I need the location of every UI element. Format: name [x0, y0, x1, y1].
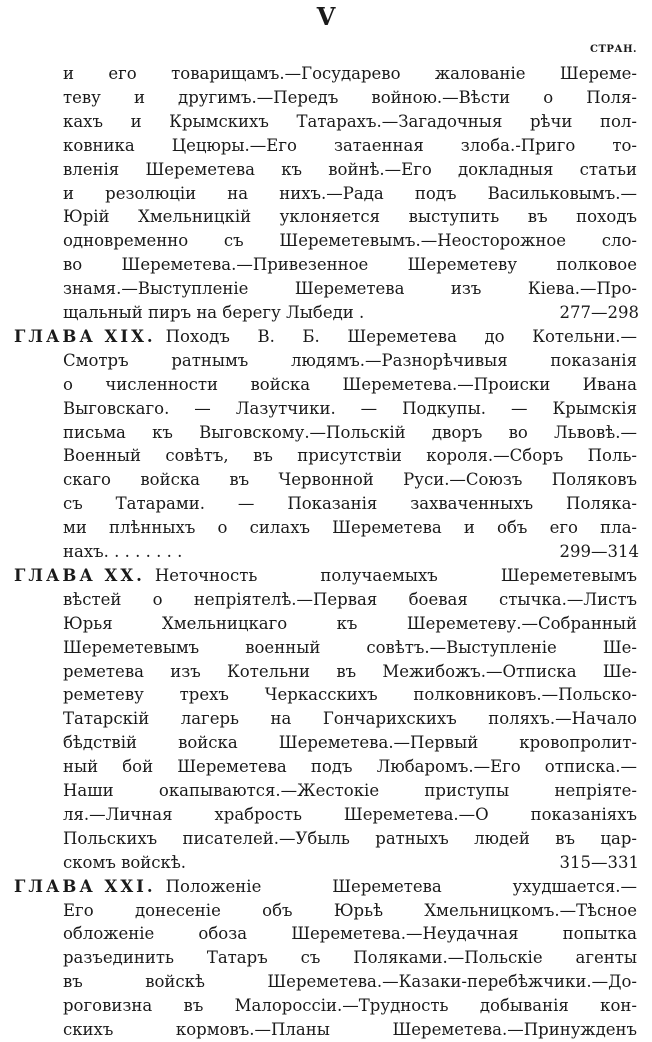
toc-line: щальный пиръ на берегу Лыбеди .: [63, 303, 365, 322]
toc-line: реметева изъ Котельни въ Межибожъ.—Отписка Ше-: [63, 661, 637, 681]
toc-line: ля.—Личная храбрость Шереметева.—О показаніяхъ: [63, 804, 637, 824]
toc-line: ковника Цецюры.—Его затаенная злоба.-Приго то-: [63, 135, 637, 155]
chapter-heading: ГЛАВА XX.: [14, 565, 145, 585]
toc-line: письма къ Выговскому.—Польскій дворъ во Львовѣ.—: [63, 422, 637, 442]
toc-line: Смотръ ратнымъ людямъ.—Разнорѣчивыя показанія: [63, 350, 637, 370]
toc-line: роговизна въ Малороссіи.—Трудность добыванія кон-: [63, 996, 637, 1016]
page-column-label: СТРАН.: [590, 44, 637, 55]
toc-line: ми плѣнныхъ о силахъ Шереметева и объ его пла-: [63, 518, 637, 538]
toc-line: скихъ кормовъ.—Планы Шереметева.—Принужденъ: [63, 1020, 637, 1039]
toc-line: Юрій Хмельницкій уклоняется выступить въ походъ: [63, 207, 637, 227]
toc-line: о численности войска Шереметева.—Происки Ивана: [63, 374, 637, 394]
toc-line: бѣдствій войска Шереметева.—Первый кровопролит-: [63, 733, 637, 753]
toc-line: Наши окапываются.—Жестокіе приступы непріяте-: [63, 781, 637, 800]
page-range: 277—298: [559, 303, 639, 322]
page-range: 315—331: [559, 852, 639, 872]
toc-line: одновременно съ Шереметевымъ.—Неосторожное сло-: [63, 231, 637, 251]
chapter-heading: ГЛАВА XIX.: [14, 326, 156, 346]
toc-line: скаго войска въ Червонной Руси.—Союзъ Поляковъ: [63, 470, 637, 490]
toc-line: Юрья Хмельницкаго къ Шереметеву.—Собранный: [63, 613, 637, 633]
chapter-heading: ГЛАВА XXI.: [14, 876, 156, 896]
toc-line: Его донесеніе объ Юрьѣ Хмельницкомъ.—Тѣсное: [63, 900, 637, 920]
toc-line: Шереметевымъ военный совѣтъ.—Выступленіе Ше-: [63, 637, 637, 657]
page-range: 299—314: [559, 542, 639, 561]
toc-line: Военный совѣтъ, въ присутствіи короля.—Сборъ Поль-: [63, 446, 637, 466]
toc-line: Неточность получаемыхъ Шереметевымъ: [154, 565, 637, 585]
toc-line: знамя.—Выступленіе Шереметева изъ Кіева.—Про-: [63, 279, 637, 299]
toc-line: вленія Шереметева къ войнѣ.—Его докладныя статьи: [63, 159, 637, 179]
toc-line: теву и другимъ.—Передъ войною.—Вѣсти о Поля-: [63, 87, 637, 107]
toc-line: Татарскій лагерь на Гончарихскихъ поляхъ.—Начало: [63, 709, 637, 729]
toc-line: обложеніе обоза Шереметева.—Неудачная попытка: [63, 924, 637, 944]
toc-line: нахъ. . . . . . . .: [63, 542, 183, 561]
toc-line: и его товарищамъ.—Государево жалованіе Шереме-: [63, 64, 637, 83]
toc-line: Польскихъ писателей.—Убыль ратныхъ людей въ цар-: [63, 828, 637, 848]
toc-line: Положеніе Шереметева ухудшается.—: [165, 876, 637, 896]
toc-line: кахъ и Крымскихъ Татарахъ.—Загадочныя рѣчи пол-: [63, 111, 637, 131]
toc-line: реметеву трехъ Черкасскихъ полковниковъ.—Польско-: [63, 685, 637, 705]
toc-line: и резолюціи на нихъ.—Рада подъ Васильковымъ.—: [63, 183, 637, 203]
page-number: V: [316, 2, 336, 31]
toc-line: вѣстей о непріятелѣ.—Первая боевая стычка.—Листъ: [63, 589, 637, 609]
toc-line: Выговскаго. — Лазутчики. — Подкупы. — Крымскія: [63, 398, 637, 418]
toc-line: въ войскѣ Шереметева.—Казаки-перебѣжчики.—До-: [63, 972, 637, 992]
toc-line: скомъ войскѣ.: [63, 852, 187, 872]
toc-line: во Шереметева.—Привезенное Шереметеву полковое: [63, 255, 637, 275]
toc-line: разъединить Татаръ съ Поляками.—Польскіе агенты: [63, 948, 637, 968]
toc-line: съ Татарами. — Показанія захваченныхъ Поляка-: [63, 494, 637, 514]
toc-line: ный бой Шереметева подъ Любаромъ.—Его отписка.—: [63, 757, 637, 777]
toc-line: Походъ В. Б. Шереметева до Котельни.—: [165, 326, 637, 346]
